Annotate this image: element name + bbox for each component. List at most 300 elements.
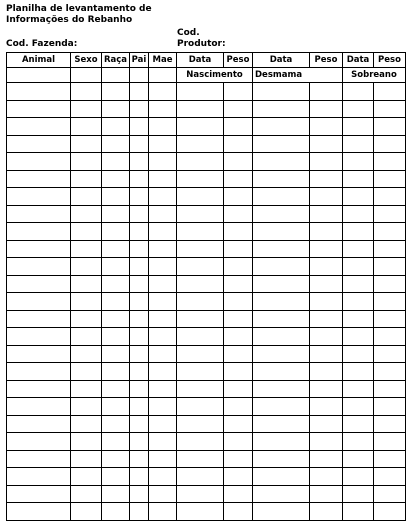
entry-cell[interactable]: [102, 170, 130, 188]
entry-cell[interactable]: [71, 275, 102, 293]
entry-cell[interactable]: [224, 415, 253, 433]
entry-cell[interactable]: [130, 433, 149, 451]
entry-cell[interactable]: [224, 380, 253, 398]
entry-cell[interactable]: [177, 363, 224, 381]
entry-cell[interactable]: [71, 398, 102, 416]
entry-cell[interactable]: [253, 240, 310, 258]
table-row: [7, 135, 406, 153]
entry-cell[interactable]: [253, 468, 310, 486]
entry-cell[interactable]: [71, 83, 102, 101]
entry-cell[interactable]: [374, 450, 406, 468]
entry-cell[interactable]: [102, 100, 130, 118]
entry-cell[interactable]: [149, 240, 177, 258]
table-row: [7, 345, 406, 363]
entry-cell[interactable]: [374, 380, 406, 398]
entry-cell[interactable]: [224, 188, 253, 206]
entry-cell[interactable]: [343, 170, 374, 188]
entry-cell[interactable]: [7, 310, 71, 328]
entry-cell[interactable]: [102, 118, 130, 136]
col-sexo: Sexo: [71, 53, 102, 68]
entry-cell[interactable]: [253, 345, 310, 363]
entry-cell[interactable]: [177, 310, 224, 328]
entry-cell[interactable]: [224, 275, 253, 293]
entry-cell[interactable]: [149, 310, 177, 328]
entry-cell[interactable]: [253, 153, 310, 171]
entry-cell[interactable]: [374, 135, 406, 153]
entry-cell[interactable]: [7, 83, 71, 101]
entry-cell[interactable]: [343, 153, 374, 171]
entry-cell[interactable]: [7, 485, 71, 503]
entry-cell[interactable]: [130, 345, 149, 363]
entry-cell[interactable]: [224, 170, 253, 188]
entry-cell[interactable]: [374, 188, 406, 206]
subheader-desmama: Desmama: [253, 68, 343, 83]
entry-cell[interactable]: [310, 485, 343, 503]
entry-cell[interactable]: [310, 240, 343, 258]
entry-cell[interactable]: [310, 118, 343, 136]
entry-cell[interactable]: [177, 450, 224, 468]
cell: [7, 68, 71, 83]
entry-cell[interactable]: [130, 450, 149, 468]
entry-cell[interactable]: [149, 363, 177, 381]
entry-cell[interactable]: [102, 310, 130, 328]
entry-cell[interactable]: [374, 100, 406, 118]
entry-cell[interactable]: [224, 223, 253, 241]
table-row: [7, 363, 406, 381]
entry-cell[interactable]: [177, 328, 224, 346]
herd-data-table: [6, 52, 406, 521]
entry-cell[interactable]: [102, 415, 130, 433]
entry-cell[interactable]: [253, 415, 310, 433]
entry-cell[interactable]: [224, 485, 253, 503]
entry-cell[interactable]: [130, 468, 149, 486]
entry-cell[interactable]: [310, 100, 343, 118]
entry-cell[interactable]: [102, 398, 130, 416]
entry-cell[interactable]: [343, 433, 374, 451]
entry-cell[interactable]: [177, 223, 224, 241]
entry-cell[interactable]: [374, 503, 406, 521]
table-row: [7, 380, 406, 398]
entry-cell[interactable]: [130, 258, 149, 276]
entry-cell[interactable]: [310, 153, 343, 171]
entry-cell[interactable]: [149, 398, 177, 416]
entry-cell[interactable]: [130, 240, 149, 258]
entry-cell[interactable]: [224, 433, 253, 451]
entry-cell[interactable]: [102, 328, 130, 346]
entry-cell[interactable]: [343, 275, 374, 293]
cell: [149, 68, 177, 83]
entry-cell[interactable]: [130, 100, 149, 118]
entry-cell[interactable]: [343, 83, 374, 101]
entry-cell[interactable]: [310, 310, 343, 328]
table-row: [7, 485, 406, 503]
entry-cell[interactable]: [224, 100, 253, 118]
table-row: [7, 258, 406, 276]
entry-cell[interactable]: [130, 170, 149, 188]
entry-cell[interactable]: [224, 205, 253, 223]
sheet-title-line-2: Informações do Rebanho: [6, 15, 133, 25]
entry-cell[interactable]: [71, 205, 102, 223]
entry-cell[interactable]: [224, 310, 253, 328]
entry-cell[interactable]: [149, 118, 177, 136]
entry-cell[interactable]: [71, 258, 102, 276]
entry-cell[interactable]: [177, 468, 224, 486]
entry-cell[interactable]: [177, 345, 224, 363]
cell: [102, 68, 130, 83]
entry-cell[interactable]: [224, 363, 253, 381]
entry-cell[interactable]: [343, 485, 374, 503]
entry-cell[interactable]: [177, 275, 224, 293]
entry-cell[interactable]: [7, 170, 71, 188]
entry-cell[interactable]: [71, 188, 102, 206]
entry-cell[interactable]: [343, 380, 374, 398]
entry-cell[interactable]: [224, 468, 253, 486]
entry-cell[interactable]: [224, 240, 253, 258]
entry-cell[interactable]: [71, 450, 102, 468]
entry-cell[interactable]: [177, 205, 224, 223]
entry-cell[interactable]: [7, 188, 71, 206]
entry-cell[interactable]: [130, 363, 149, 381]
entry-cell[interactable]: [71, 310, 102, 328]
entry-cell[interactable]: [71, 415, 102, 433]
entry-cell[interactable]: [310, 345, 343, 363]
entry-cell[interactable]: [71, 135, 102, 153]
subheader-row: [7, 68, 406, 83]
entry-cell[interactable]: [71, 468, 102, 486]
entry-cell[interactable]: [224, 398, 253, 416]
entry-cell[interactable]: [7, 398, 71, 416]
entry-cell[interactable]: [343, 118, 374, 136]
entry-cell[interactable]: [343, 205, 374, 223]
entry-cell[interactable]: [149, 468, 177, 486]
entry-cell[interactable]: [253, 83, 310, 101]
entry-cell[interactable]: [102, 433, 130, 451]
entry-cell[interactable]: [343, 503, 374, 521]
entry-cell[interactable]: [374, 345, 406, 363]
entry-cell[interactable]: [374, 240, 406, 258]
entry-cell[interactable]: [130, 83, 149, 101]
entry-cell[interactable]: [102, 293, 130, 311]
entry-cell[interactable]: [149, 135, 177, 153]
entry-cell[interactable]: [343, 328, 374, 346]
entry-cell[interactable]: [177, 293, 224, 311]
entry-cell[interactable]: [149, 100, 177, 118]
entry-cell[interactable]: [149, 485, 177, 503]
entry-cell[interactable]: [253, 223, 310, 241]
entry-cell[interactable]: [253, 398, 310, 416]
entry-cell[interactable]: [253, 450, 310, 468]
entry-cell[interactable]: [374, 258, 406, 276]
entry-cell[interactable]: [224, 328, 253, 346]
entry-cell[interactable]: [374, 328, 406, 346]
entry-cell[interactable]: [71, 328, 102, 346]
entry-cell[interactable]: [130, 328, 149, 346]
entry-cell[interactable]: [343, 240, 374, 258]
entry-cell[interactable]: [253, 433, 310, 451]
entry-cell[interactable]: [310, 275, 343, 293]
entry-cell[interactable]: [224, 345, 253, 363]
entry-cell[interactable]: [343, 415, 374, 433]
entry-cell[interactable]: [7, 433, 71, 451]
entry-cell[interactable]: [253, 170, 310, 188]
entry-cell[interactable]: [310, 135, 343, 153]
entry-cell[interactable]: [177, 398, 224, 416]
table-row: [7, 398, 406, 416]
entry-cell[interactable]: [102, 275, 130, 293]
entry-cell[interactable]: [102, 205, 130, 223]
entry-cell[interactable]: [310, 188, 343, 206]
entry-cell[interactable]: [71, 485, 102, 503]
entry-cell[interactable]: [343, 258, 374, 276]
entry-cell[interactable]: [7, 328, 71, 346]
entry-cell[interactable]: [343, 345, 374, 363]
table-row: [7, 188, 406, 206]
entry-cell[interactable]: [253, 118, 310, 136]
entry-cell[interactable]: [7, 100, 71, 118]
entry-cell[interactable]: [310, 170, 343, 188]
entry-cell[interactable]: [130, 415, 149, 433]
entry-cell[interactable]: [7, 258, 71, 276]
entry-cell[interactable]: [310, 293, 343, 311]
entry-cell[interactable]: [343, 100, 374, 118]
entry-cell[interactable]: [253, 503, 310, 521]
entry-cell[interactable]: [7, 363, 71, 381]
entry-cell[interactable]: [7, 468, 71, 486]
entry-cell[interactable]: [224, 450, 253, 468]
entry-cell[interactable]: [149, 345, 177, 363]
entry-cell[interactable]: [224, 258, 253, 276]
entry-cell[interactable]: [71, 118, 102, 136]
entry-cell[interactable]: [71, 153, 102, 171]
entry-cell[interactable]: [177, 258, 224, 276]
entry-cell[interactable]: [343, 398, 374, 416]
entry-cell[interactable]: [374, 83, 406, 101]
entry-cell[interactable]: [310, 433, 343, 451]
entry-cell[interactable]: [102, 258, 130, 276]
entry-cell[interactable]: [71, 380, 102, 398]
entry-cell[interactable]: [102, 83, 130, 101]
entry-cell[interactable]: [310, 83, 343, 101]
entry-cell[interactable]: [253, 275, 310, 293]
entry-cell[interactable]: [374, 363, 406, 381]
entry-cell[interactable]: [374, 485, 406, 503]
entry-cell[interactable]: [343, 223, 374, 241]
entry-cell[interactable]: [343, 468, 374, 486]
entry-cell[interactable]: [130, 118, 149, 136]
entry-cell[interactable]: [310, 415, 343, 433]
entry-cell[interactable]: [374, 433, 406, 451]
entry-cell[interactable]: [7, 380, 71, 398]
entry-cell[interactable]: [374, 468, 406, 486]
entry-cell[interactable]: [130, 205, 149, 223]
entry-cell[interactable]: [253, 205, 310, 223]
entry-cell[interactable]: [310, 205, 343, 223]
entry-cell[interactable]: [130, 485, 149, 503]
entry-cell[interactable]: [253, 258, 310, 276]
entry-cell[interactable]: [7, 135, 71, 153]
entry-cell[interactable]: [71, 363, 102, 381]
entry-cell[interactable]: [177, 380, 224, 398]
entry-cell[interactable]: [343, 293, 374, 311]
entry-cell[interactable]: [253, 135, 310, 153]
entry-cell[interactable]: [177, 415, 224, 433]
entry-cell[interactable]: [7, 345, 71, 363]
entry-cell[interactable]: [177, 485, 224, 503]
entry-cell[interactable]: [102, 153, 130, 171]
entry-cell[interactable]: [149, 258, 177, 276]
entry-cell[interactable]: [149, 153, 177, 171]
entry-cell[interactable]: [374, 118, 406, 136]
entry-cell[interactable]: [374, 170, 406, 188]
entry-cell[interactable]: [102, 468, 130, 486]
entry-cell[interactable]: [224, 293, 253, 311]
entry-cell[interactable]: [310, 503, 343, 521]
sheet-title-line-1: Planilha de levantamento de: [6, 4, 152, 14]
entry-cell[interactable]: [149, 223, 177, 241]
entry-cell[interactable]: [71, 345, 102, 363]
entry-cell[interactable]: [374, 223, 406, 241]
entry-cell[interactable]: [253, 363, 310, 381]
entry-cell[interactable]: [177, 188, 224, 206]
entry-cell[interactable]: [149, 380, 177, 398]
entry-cell[interactable]: [224, 135, 253, 153]
entry-cell[interactable]: [7, 503, 71, 521]
entry-cell[interactable]: [149, 205, 177, 223]
entry-cell[interactable]: [310, 223, 343, 241]
table-row: [7, 328, 406, 346]
entry-cell[interactable]: [149, 415, 177, 433]
column-header-row: [7, 53, 406, 68]
entry-cell[interactable]: [7, 118, 71, 136]
entry-cell[interactable]: [7, 450, 71, 468]
entry-cell[interactable]: [149, 450, 177, 468]
entry-cell[interactable]: [149, 293, 177, 311]
entry-cell[interactable]: [177, 240, 224, 258]
entry-cell[interactable]: [71, 293, 102, 311]
entry-cell[interactable]: [7, 293, 71, 311]
entry-cell[interactable]: [253, 328, 310, 346]
entry-cell[interactable]: [149, 83, 177, 101]
entry-cell[interactable]: [130, 380, 149, 398]
entry-cell[interactable]: [310, 450, 343, 468]
entry-cell[interactable]: [253, 310, 310, 328]
col-data-sobreano: Data: [343, 53, 374, 68]
entry-cell[interactable]: [374, 310, 406, 328]
entry-cell[interactable]: [310, 363, 343, 381]
entry-cell[interactable]: [71, 223, 102, 241]
entry-cell[interactable]: [71, 170, 102, 188]
entry-cell[interactable]: [374, 293, 406, 311]
entry-cell[interactable]: [130, 188, 149, 206]
entry-cell[interactable]: [149, 188, 177, 206]
entry-cell[interactable]: [224, 503, 253, 521]
entry-cell[interactable]: [177, 118, 224, 136]
entry-cell[interactable]: [7, 153, 71, 171]
entry-cell[interactable]: [102, 188, 130, 206]
entry-cell[interactable]: [149, 170, 177, 188]
entry-cell[interactable]: [7, 205, 71, 223]
entry-cell[interactable]: [149, 328, 177, 346]
entry-cell[interactable]: [253, 485, 310, 503]
entry-cell[interactable]: [130, 398, 149, 416]
entry-cell[interactable]: [253, 380, 310, 398]
entry-cell[interactable]: [224, 83, 253, 101]
entry-cell[interactable]: [71, 503, 102, 521]
entry-cell[interactable]: [130, 293, 149, 311]
entry-cell[interactable]: [374, 415, 406, 433]
table-row: [7, 450, 406, 468]
entry-cell[interactable]: [374, 398, 406, 416]
entry-cell[interactable]: [102, 485, 130, 503]
entry-cell[interactable]: [177, 83, 224, 101]
entry-cell[interactable]: [253, 188, 310, 206]
entry-cell[interactable]: [374, 153, 406, 171]
entry-cell[interactable]: [102, 363, 130, 381]
entry-cell[interactable]: [130, 135, 149, 153]
entry-cell[interactable]: [71, 100, 102, 118]
table-row: [7, 433, 406, 451]
entry-cell[interactable]: [310, 398, 343, 416]
entry-cell[interactable]: [310, 468, 343, 486]
entry-cell[interactable]: [177, 100, 224, 118]
entry-cell[interactable]: [253, 100, 310, 118]
entry-cell[interactable]: [102, 503, 130, 521]
entry-cell[interactable]: [130, 275, 149, 293]
producer-code-label-line-1: Cod.: [177, 28, 200, 38]
entry-cell[interactable]: [177, 153, 224, 171]
entry-cell[interactable]: [177, 503, 224, 521]
entry-cell[interactable]: [7, 240, 71, 258]
entry-cell[interactable]: [149, 433, 177, 451]
entry-cell[interactable]: [343, 363, 374, 381]
entry-cell[interactable]: [102, 345, 130, 363]
entry-cell[interactable]: [310, 328, 343, 346]
entry-cell[interactable]: [102, 240, 130, 258]
entry-cell[interactable]: [7, 415, 71, 433]
entry-cell[interactable]: [7, 223, 71, 241]
entry-cell[interactable]: [310, 258, 343, 276]
entry-cell[interactable]: [310, 380, 343, 398]
entry-cell[interactable]: [149, 275, 177, 293]
entry-cell[interactable]: [102, 223, 130, 241]
entry-cell[interactable]: [130, 503, 149, 521]
producer-code-label-line-2: Produtor:: [177, 39, 226, 49]
entry-cell[interactable]: [343, 188, 374, 206]
entry-cell[interactable]: [130, 153, 149, 171]
entry-cell[interactable]: [102, 135, 130, 153]
table-row: [7, 100, 406, 118]
entry-cell[interactable]: [177, 135, 224, 153]
entry-cell[interactable]: [343, 135, 374, 153]
entry-cell[interactable]: [343, 310, 374, 328]
entry-cell[interactable]: [343, 450, 374, 468]
entry-cell[interactable]: [177, 433, 224, 451]
entry-cell[interactable]: [177, 170, 224, 188]
entry-cell[interactable]: [130, 223, 149, 241]
entry-cell[interactable]: [102, 380, 130, 398]
entry-cell[interactable]: [253, 293, 310, 311]
entry-cell[interactable]: [102, 450, 130, 468]
entry-cell[interactable]: [71, 433, 102, 451]
entry-cell[interactable]: [374, 275, 406, 293]
entry-cell[interactable]: [224, 153, 253, 171]
entry-cell[interactable]: [71, 240, 102, 258]
entry-cell[interactable]: [374, 205, 406, 223]
entry-cell[interactable]: [130, 310, 149, 328]
entry-cell[interactable]: [7, 275, 71, 293]
entry-cell[interactable]: [149, 503, 177, 521]
entry-cell[interactable]: [224, 118, 253, 136]
